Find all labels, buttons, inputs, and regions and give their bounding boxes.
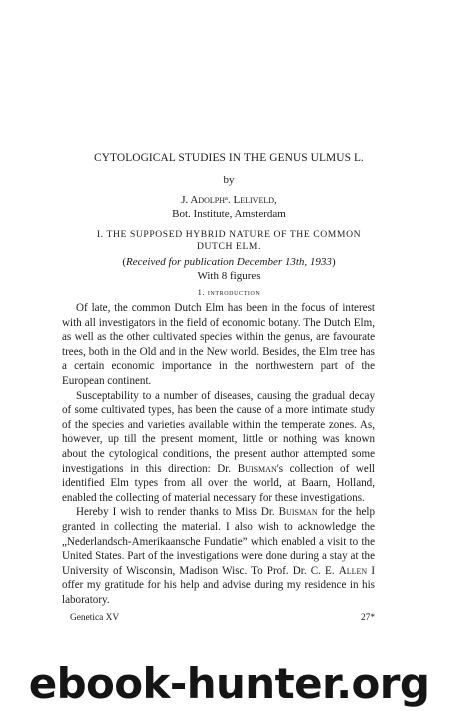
received-open-paren: (	[122, 256, 127, 268]
paragraph-1: Of late, the common Dutch Elm has been in the focus of interest with all investigators in the field of economic botany. The Dutch Elm, as well as the other cultivated species within the genus, are favourate trees, both in the Old and in the New world. Besides, the Elm tree has a certain economic importance in the northwestern part of the European continent.	[62, 302, 375, 387]
paragraph-2-text-b: 's collection of well identified Elm types from all over the world, at Baarn, Holland, enabled the collecting of material necessary for these investigations.	[62, 462, 375, 504]
article-title: CYTOLOGICAL STUDIES IN THE GENUS ULMUS L.	[94, 152, 364, 164]
paragraph-3-text-a: Hereby I wish to render thanks to Miss Dr.	[76, 506, 275, 519]
journal-name: Genetica XV	[70, 613, 120, 623]
author-institute: Bot. Institute, Amsterdam	[172, 208, 286, 220]
paragraph-3-text-b: for the help granted in collecting the material. I also wish to acknowledge the „Nederlandsch-Amerikaansche Fundatie” which enabled a visit to the United States. Part of the investigations were done during a stay at the University of Wisconsin, Madison Wisc. To Prof. Dr. C. E.	[62, 506, 376, 577]
paragraph-2-text-a: Susceptability to a number of diseases, causing the gradual decay of some cultivated types, has been the cause of a more intimate study of the species and varieties available within the temperate zones. As, however, up till the present moment, little or nothing was known about the cytological conditions, the present author attempted some investigations in this direction: Dr.	[62, 389, 375, 475]
received-date: Received for publication December 13th, 1933	[126, 256, 332, 268]
paragraph-2	[62, 389, 375, 506]
part-title-line-2: DUTCH ELM.	[196, 240, 262, 252]
part-title-line-1: I. THE SUPPOSED HYBRID NATURE OF THE COMMON	[96, 229, 362, 240]
watermark-banner	[0, 655, 458, 727]
byline: by	[223, 174, 235, 186]
received-close-paren: )	[331, 256, 336, 268]
paragraph-3-text-c: I offer my gratitude for his help and advise during my residence in his laboratory.	[62, 564, 376, 606]
person-name-buisman: Buisman	[237, 462, 277, 475]
figures-note: With 8 figures	[197, 270, 261, 282]
received-note	[0, 256, 458, 268]
page-number: 27*	[360, 613, 375, 623]
section-heading: 1. introduction	[197, 288, 261, 297]
watermark-text: ebook-hunter.org	[28, 659, 430, 708]
body-text	[62, 301, 375, 607]
part-title	[0, 229, 458, 252]
person-name-buisman-2: Buisman	[278, 506, 318, 519]
person-name-allen: Allen	[338, 564, 368, 577]
paragraph-3	[62, 505, 375, 607]
author-name: J. Adolphᵃ. Leliveld,	[181, 194, 277, 206]
